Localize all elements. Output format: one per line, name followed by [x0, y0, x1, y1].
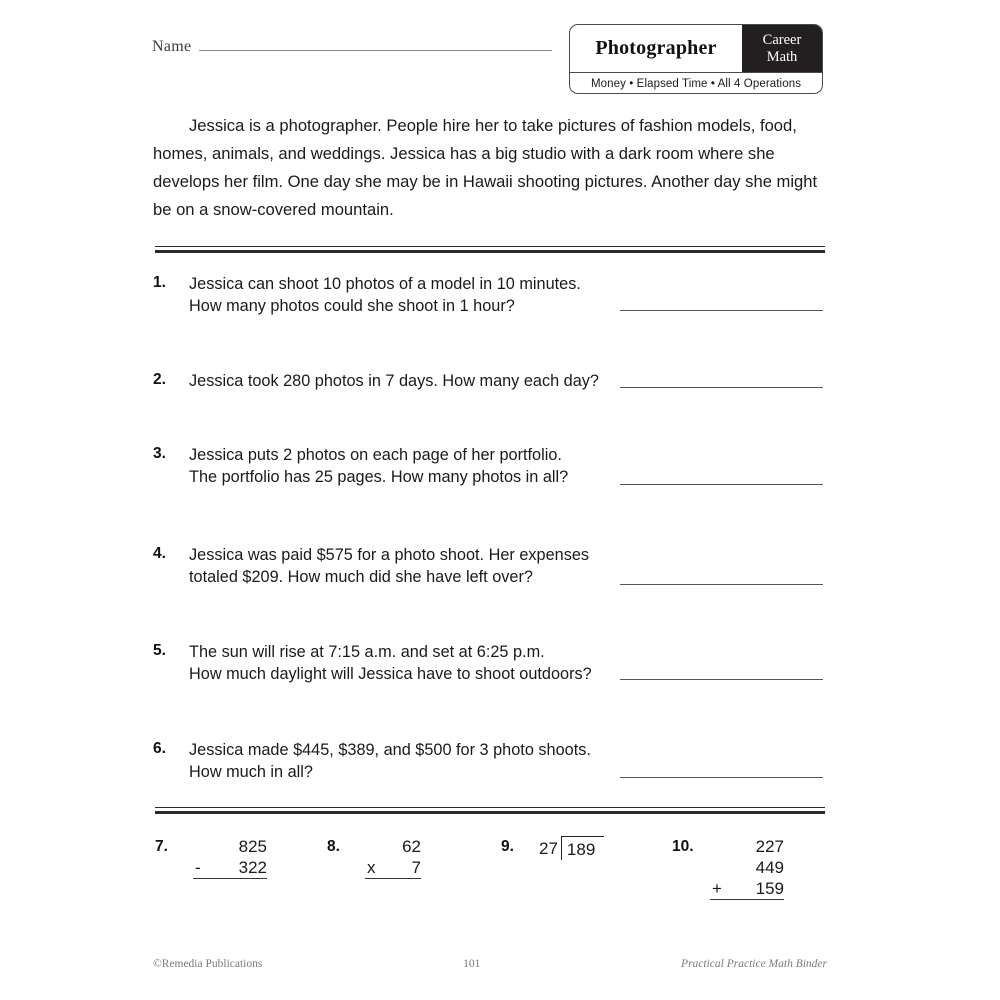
question-2-text: [189, 371, 833, 393]
computation-7-operator: -: [195, 858, 201, 877]
question-6-line2: How much in all?: [189, 762, 313, 781]
answer-line-6[interactable]: [620, 777, 823, 778]
footer-publisher: ©Remedia Publications: [153, 958, 263, 970]
question-2: [153, 371, 833, 393]
question-3: [153, 445, 833, 488]
badge-top-row: [570, 25, 822, 73]
question-6-number: 6.: [153, 740, 166, 757]
answer-line-3[interactable]: [620, 484, 823, 485]
question-2-number: 2.: [153, 371, 166, 388]
question-3-text: [189, 445, 833, 488]
answer-line-2[interactable]: [620, 387, 823, 388]
name-input-line[interactable]: [199, 38, 552, 51]
computation-7-bottom: 322: [238, 858, 267, 877]
computation-9-number: 9.: [501, 838, 514, 855]
badge-subtitle: Money • Elapsed Time • All 4 Operations: [590, 77, 802, 90]
question-3-line1: Jessica puts 2 photos on each page of her portfolio.: [189, 446, 562, 464]
question-3-line2: The portfolio has 25 pages. How many photos in all?: [189, 467, 569, 486]
question-5-number: 5.: [153, 642, 166, 659]
computation-7-number: 7.: [155, 838, 168, 855]
footer-book-title: Practical Practice Math Binder: [681, 958, 827, 970]
computation-10-bottom: 159: [755, 879, 784, 898]
question-1-line1: Jessica can shoot 10 photos of a model in 10 minutes.: [189, 275, 581, 293]
computation-9-long-division: [539, 836, 604, 860]
computation-8-operand-row: [365, 857, 421, 879]
badge-title: Photographer: [595, 37, 717, 59]
page-footer: [153, 958, 827, 970]
computation-10-operand-row: [710, 878, 784, 900]
question-5-line2: How much daylight will Jessica have to shoot outdoors?: [189, 664, 592, 683]
computation-9-dividend: 189: [561, 836, 604, 860]
question-4-number: 4.: [153, 545, 166, 562]
question-3-number: 3.: [153, 445, 166, 462]
question-4-line1: Jessica was paid $575 for a photo shoot. Her expenses: [189, 546, 590, 564]
answer-line-5[interactable]: [620, 679, 823, 680]
computation-7: [155, 836, 267, 879]
computation-9: [501, 836, 604, 860]
question-1-line2: How many photos could she shoot in 1 hour?: [189, 296, 515, 315]
computation-10-operator: +: [712, 879, 722, 898]
name-label: Name: [152, 38, 192, 55]
computation-8-stack: [365, 836, 421, 879]
footer-page-number: 101: [463, 958, 481, 970]
computation-7-top: 825: [238, 837, 267, 856]
question-4-text: [189, 545, 833, 588]
question-4-line2: totaled $209. How much did she have left over?: [189, 567, 533, 586]
computation-10-number: 10.: [672, 838, 694, 855]
question-5-line1: The sun will rise at 7:15 a.m. and set at 6:25 p.m.: [189, 643, 545, 661]
badge-career-math-block: [742, 25, 822, 72]
divider-top: [155, 246, 825, 253]
computation-7-operand-row: [193, 857, 267, 879]
name-field-row: [152, 38, 552, 56]
question-4: [153, 545, 833, 588]
computation-8: [327, 836, 421, 879]
computation-8-top: 62: [402, 837, 421, 856]
intro-paragraph: Jessica is a photographer. People hire her to take pictures of fashion models, food, homes, animals, and weddings. Jessica has a big studio with a dark room where she develops her film. One day she may be in Hawaii shooting pictures. Another day she might be on a snow-covered mountain.: [153, 116, 818, 219]
divider-bottom: [155, 807, 825, 814]
computation-10-stack: [710, 836, 784, 900]
answer-line-4[interactable]: [620, 584, 823, 585]
career-badge: [569, 24, 823, 94]
computation-7-stack: [193, 836, 267, 879]
answer-line-1[interactable]: [620, 310, 823, 311]
computation-8-operator: x: [367, 858, 376, 877]
computation-10-middle: 449: [755, 858, 784, 877]
question-1-number: 1.: [153, 274, 166, 291]
computation-10: [672, 836, 784, 900]
computation-9-divisor: 27: [539, 839, 558, 858]
question-2-line1: Jessica took 280 photos in 7 days. How many each day?: [189, 372, 599, 390]
question-6-line1: Jessica made $445, $389, and $500 for 3 photo shoots.: [189, 741, 591, 759]
computation-8-number: 8.: [327, 838, 340, 855]
computation-8-bottom: 7: [411, 858, 421, 877]
badge-career-line2: Math: [766, 48, 798, 65]
badge-career-line1: Career: [762, 31, 802, 48]
computation-10-top: 227: [755, 837, 784, 856]
